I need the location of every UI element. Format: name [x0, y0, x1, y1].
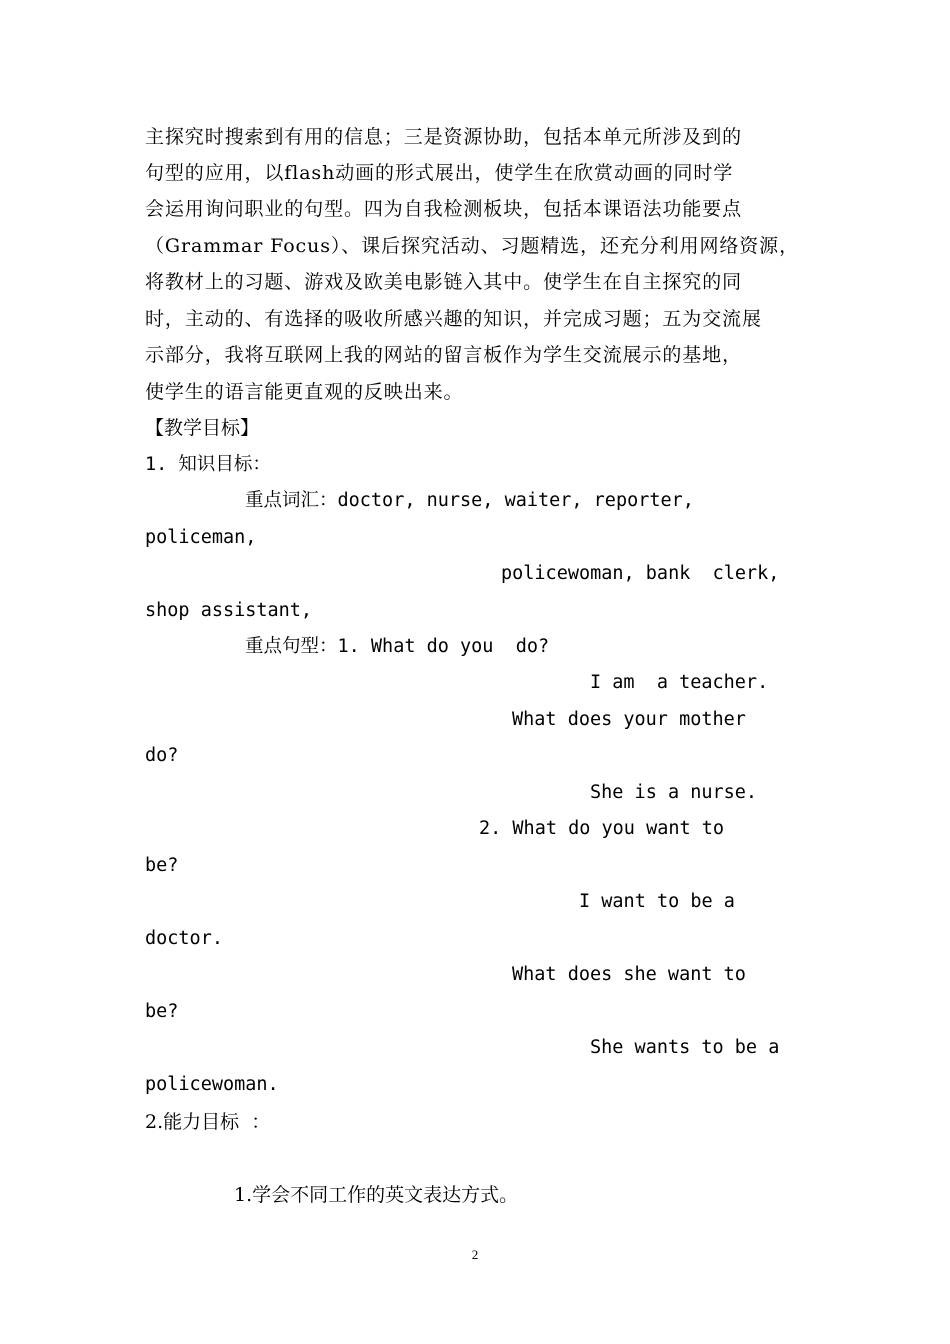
intro-line-1: 主探究时搜索到有用的信息；三是资源协助，包括本单元所涉及到的	[145, 126, 743, 148]
vocab-line-2: policeman,	[145, 527, 257, 548]
pattern-line-4: do?	[145, 745, 179, 766]
pattern-line-9: doctor.	[145, 928, 223, 949]
ability-goals-heading: 2.能力目标 ：	[145, 1111, 271, 1133]
pattern-line-12: She wants to be a	[590, 1037, 780, 1058]
pattern-line-5: She is a nurse.	[590, 782, 758, 803]
ability-goal-item-1: 1.学会不同工作的英文表达方式。	[234, 1184, 519, 1206]
pattern-line-6: 2. What do you want to	[479, 818, 725, 839]
section-heading-teaching-goals: 【教学目标】	[145, 417, 260, 439]
vocab-line-4: shop assistant,	[145, 600, 313, 621]
knowledge-goals-heading: 1. 知识目标：	[145, 454, 271, 475]
pattern-line-3: What does your mother	[512, 709, 746, 730]
intro-line-5: 将教材上的习题、游戏及欧美电影链入其中。使学生在自主探究的同	[145, 271, 743, 293]
pattern-line-7: be?	[145, 855, 179, 876]
pattern-line-11: be?	[145, 1001, 179, 1022]
pattern-line-8: I want to be a	[579, 891, 735, 912]
intro-line-4: （Grammar Focus）、课后探究活动、习题精选，还充分利用网络资源，	[145, 235, 799, 257]
intro-line-3: 会运用询问职业的句型。四为自我检测板块，包括本课语法功能要点	[145, 198, 743, 220]
pattern-line-13: policewoman.	[145, 1074, 279, 1095]
intro-line-2: 句型的应用，以flash动画的形式展出，使学生在欣赏动画的同时学	[145, 162, 734, 184]
page-number: 2	[471, 1247, 479, 1262]
intro-line-6: 时，主动的、有选择的吸收所感兴趣的知识，并完成习题；五为交流展	[145, 308, 762, 330]
pattern-line-1: 重点句型：1. What do you do?	[245, 636, 550, 657]
intro-line-7: 示部分，我将互联网上我的网站的留言板作为学生交流展示的基地，	[145, 344, 743, 366]
pattern-line-10: What does she want to	[512, 964, 746, 985]
pattern-line-2: I am a teacher.	[590, 672, 769, 693]
vocab-line-1: 重点词汇：doctor, nurse, waiter, reporter,	[245, 490, 694, 511]
vocab-line-3: policewoman, bank clerk,	[501, 563, 780, 584]
intro-line-8: 使学生的语言能更直观的反映出来。	[145, 381, 464, 403]
